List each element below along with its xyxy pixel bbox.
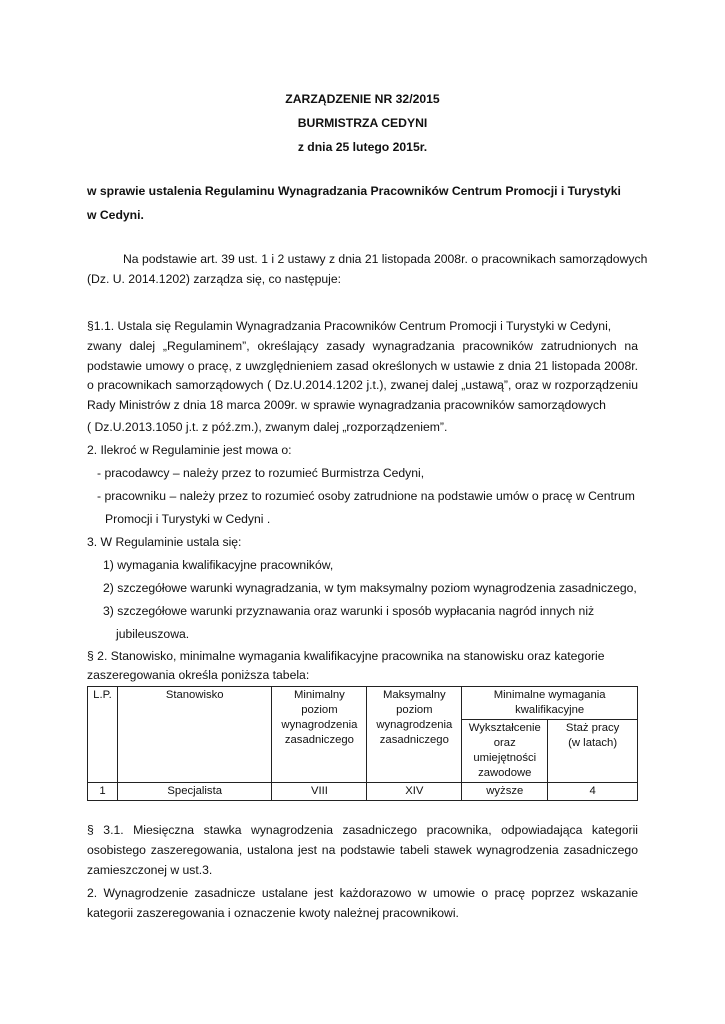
paragraph-1-1-line-6: ( Dz.U.2013.1050 j.t. z póź.zm.), zwanym dalej „rozporządzeniem”. xyxy=(87,420,448,434)
list-item-employer: - pracodawcy – należy przez to rozumieć Burmistrza Cedyni, xyxy=(97,466,425,480)
paragraph-1-1-line-1: §1.1. Ustala się Regulamin Wynagradzania Pracowników Centrum Promocji i Turystyki w Cedyni, xyxy=(87,319,612,333)
legal-basis-line-1: Na podstawie art. 39 ust. 1 i 2 ustawy z dnia 21 listopada 2008r. o pracownikach samorządowych xyxy=(123,252,648,266)
paragraph-1-1-line-2: zwany dalej „Regulaminem”, określający zasady wynagradzania pracowników zatrudnionych na xyxy=(87,339,638,353)
paragraph-3-1-line-3: zamieszczonej w ust.3. xyxy=(87,863,213,877)
paragraph-1-3: 3. W Regulaminie ustala się: xyxy=(87,535,242,549)
header-lp: L.P. xyxy=(88,687,118,783)
list-item-requirements: 1) wymagania kwalifikacyjne pracowników, xyxy=(103,558,334,572)
paragraph-3-2-line-1: 2. Wynagrodzenie zasadnicze ustalane jest każdorazowo w umowie o pracę poprzez wskazanie xyxy=(87,886,638,900)
legal-basis-line-2: (Dz. U. 2014.1202) zarządza się, co następuje: xyxy=(87,272,342,286)
paragraph-1-1-line-3: podstawie umowy o pracę, z uwzględnieniem zasad określonych w ustawie z dnia 21 listopada 2008r. xyxy=(87,359,638,373)
qualification-table xyxy=(87,686,638,801)
header-min-salary: Minimalny poziom wynagrodzenia zasadniczego xyxy=(272,687,367,783)
paragraph-2-line-2: zaszeregowania określa poniższa tabela: xyxy=(87,668,310,682)
subject-line-1: w sprawie ustalenia Regulaminu Wynagradzania Pracowników Centrum Promocji i Turystyki xyxy=(87,184,621,198)
list-item-employee-line-1: - pracowniku – należy przez to rozumieć osoby zatrudnione na podstawie umów o pracę w Centrum xyxy=(97,489,635,503)
list-item-salary-conditions: 2) szczegółowe warunki wynagradzania, w tym maksymalny poziom wynagrodzenia zasadniczego, xyxy=(103,581,637,595)
document-date: z dnia 25 lutego 2015r. xyxy=(297,140,428,154)
document-issuer: BURMISTRZA CEDYNI xyxy=(297,116,428,130)
list-item-awards-line-1: 3) szczegółowe warunki przyznawania oraz warunki i sposób wypłacania nagród innych niż xyxy=(103,604,595,618)
list-item-employee-line-2: Promocji i Turystyki w Cedyni . xyxy=(105,512,271,526)
header-position: Stanowisko xyxy=(117,687,272,783)
paragraph-3-2-line-2: kategorii zaszeregowania i oznaczenie kwoty należnej pracownikowi. xyxy=(87,906,459,920)
cell-max-salary: XIV xyxy=(367,783,462,801)
paragraph-3-1-line-2: osobistego zaszeregowania, ustalona jest na podstawie tabeli stawek wynagrodzenia zasadniczego xyxy=(87,843,638,857)
list-item-awards-line-2: jubileuszowa. xyxy=(116,627,190,641)
header-education: Wykształcenie oraz umiejętności zawodowe xyxy=(462,720,548,783)
header-max-salary: Maksymalny poziom wynagrodzenia zasadniczego xyxy=(367,687,462,783)
table-row xyxy=(88,783,638,801)
paragraph-2-line-1: § 2. Stanowisko, minimalne wymagania kwalifikacyjne pracownika na stanowisku oraz kategorie xyxy=(87,649,605,663)
document-title: ZARZĄDZENIE NR 32/2015 xyxy=(285,92,440,106)
cell-experience: 4 xyxy=(548,783,638,801)
paragraph-3-1-line-1: § 3.1. Miesięczna stawka wynagrodzenia zasadniczego pracownika, odpowiadająca kategorii xyxy=(87,823,638,837)
header-experience: Staż pracy (w latach) xyxy=(548,720,638,783)
cell-lp: 1 xyxy=(88,783,118,801)
cell-position: Specjalista xyxy=(117,783,272,801)
paragraph-1-2: 2. Ilekroć w Regulaminie jest mowa o: xyxy=(87,443,292,457)
cell-min-salary: VIII xyxy=(272,783,367,801)
paragraph-1-1-line-5: Rady Ministrów z dnia 18 marca 2009r. w sprawie wynagradzania pracowników samorządowych xyxy=(87,398,606,412)
header-min-requirements: Minimalne wymagania kwalifikacyjne xyxy=(462,687,638,720)
cell-education: wyższe xyxy=(462,783,548,801)
subject-line-2: w Cedyni. xyxy=(87,208,144,222)
paragraph-1-1-line-4: o pracownikach samorządowych ( Dz.U.2014.1202 j.t.), zwanej dalej „ustawą”, oraz w rozporządzeniu xyxy=(87,378,638,392)
